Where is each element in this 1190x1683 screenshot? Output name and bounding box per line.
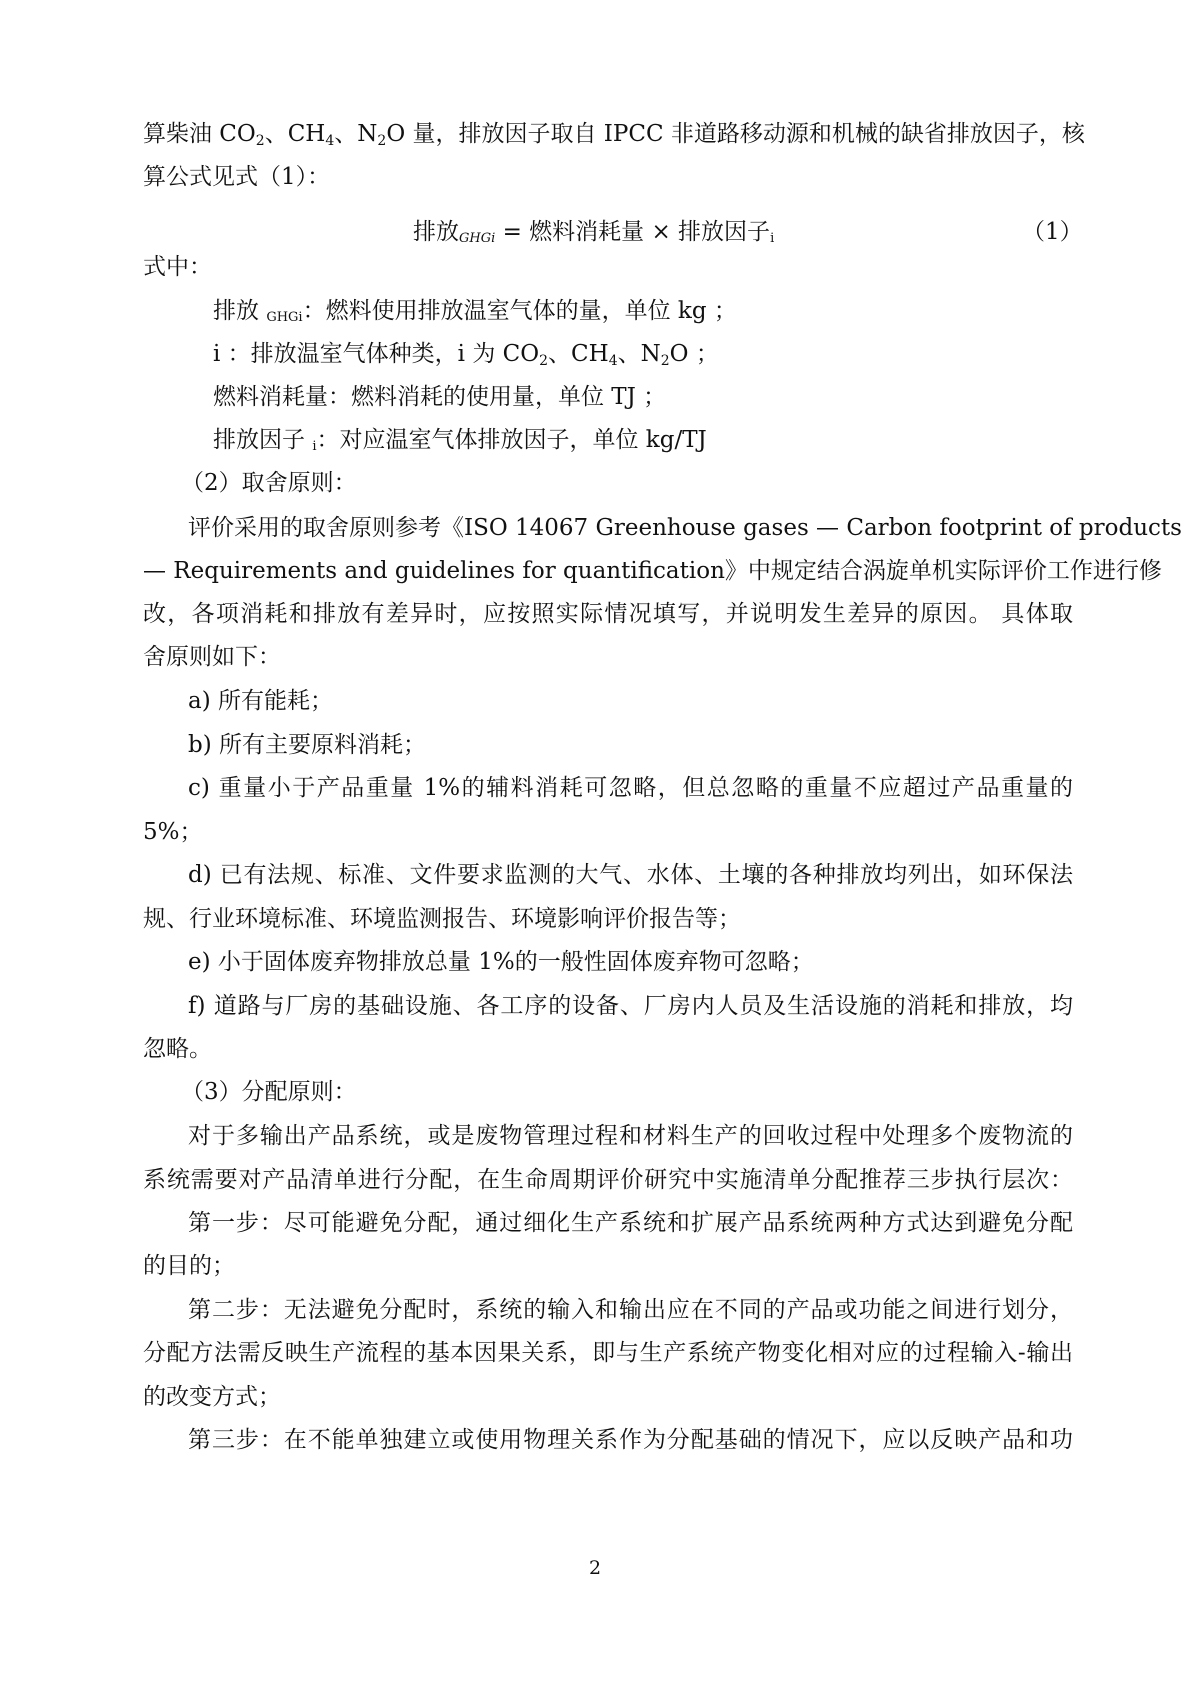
definition-line: i ：排放温室气体种类，i 为 $CO_2$、$CH_4$、$N_2O$ ； [213, 341, 719, 369]
text-line: 对于多输出产品系统，或是废物管理过程和材料生产的回收过程中处理多个废物流的 [188, 1123, 1073, 1149]
page-number: 2 [588, 1557, 602, 1579]
list-item: b) 所有主要原料消耗； [188, 732, 427, 758]
text-line: — Requirements and guidelines for quantification》中规定结合涡旋单机实际评价工作进行修 [143, 558, 1162, 584]
definition-line: 排放因子 i：对应温室气体排放因子，单位 kg/TJ [213, 427, 707, 454]
text-line: 评价采用的取舍原则参考《ISO 14067 Greenhouse gases — Carbon footprint of products [188, 515, 1182, 541]
list-item: c) 重量小于产品重量 1%的辅料消耗可忽略，但总忽略的重量不应超过产品重量的 [188, 775, 1073, 801]
list-item: a) 所有能耗； [188, 688, 333, 714]
section-heading: （3）分配原则： [181, 1079, 357, 1105]
text-line: 第二步：无法避免分配时，系统的输入和输出应在不同的产品或功能之间进行划分， [188, 1297, 1073, 1323]
text-line: 5%； [143, 819, 203, 845]
text-line: 系统需要对产品清单进行分配，在生命周期评价研究中实施清单分配推荐三步执行层次： [143, 1167, 1073, 1193]
formula: 排放GHGi = 燃料消耗量 × 排放因子i [413, 219, 775, 246]
text-line: 算柴油 $CO_2$、$CH_4$、$N_2O$ 量，排放因子取自 IPCC 非道路移动源和机械的缺省排放因子，核 [143, 121, 1085, 149]
text-line: 式中： [143, 254, 212, 280]
text-line: 改，各项消耗和排放有差异时，应按照实际情况填写，并说明发生差异的原因。 具体取 [143, 601, 1073, 627]
list-item: d) 已有法规、标准、文件要求监测的大气、水体、土壤的各种排放均列出，如环保法 [188, 862, 1073, 888]
definition-line: 燃料消耗量：燃料消耗的使用量，单位 TJ ； [213, 384, 667, 410]
text-line: 的改变方式； [143, 1384, 281, 1410]
text-line: 舍原则如下： [143, 644, 281, 670]
text-line: 忽略。 [143, 1036, 212, 1062]
text-line: 第三步：在不能单独建立或使用物理关系作为分配基础的情况下，应以反映产品和功 [188, 1427, 1073, 1453]
text-line: 第一步：尽可能避免分配，通过细化生产系统和扩展产品系统两种方式达到避免分配 [188, 1210, 1073, 1236]
definition-line: 排放 GHGi：燃料使用排放温室气体的量，单位 kg ； [213, 298, 737, 325]
text-line: 规、行业环境标准、环境监测报告、环境影响评价报告等； [143, 906, 741, 932]
formula-number: （1） [1022, 219, 1083, 245]
text-line: 分配方法需反映生产流程的基本因果关系，即与生产系统产物变化相对应的过程输入-输出 [143, 1340, 1073, 1366]
list-item: f) 道路与厂房的基础设施、各工序的设备、厂房内人员及生活设施的消耗和排放，均 [188, 993, 1073, 1019]
text-line: 算公式见式（1）： [143, 164, 331, 190]
text-line: 的目的； [143, 1253, 235, 1279]
section-heading: （2）取舍原则： [181, 470, 357, 496]
list-item: e) 小于固体废弃物排放总量 1%的一般性固体废弃物可忽略； [188, 949, 814, 975]
